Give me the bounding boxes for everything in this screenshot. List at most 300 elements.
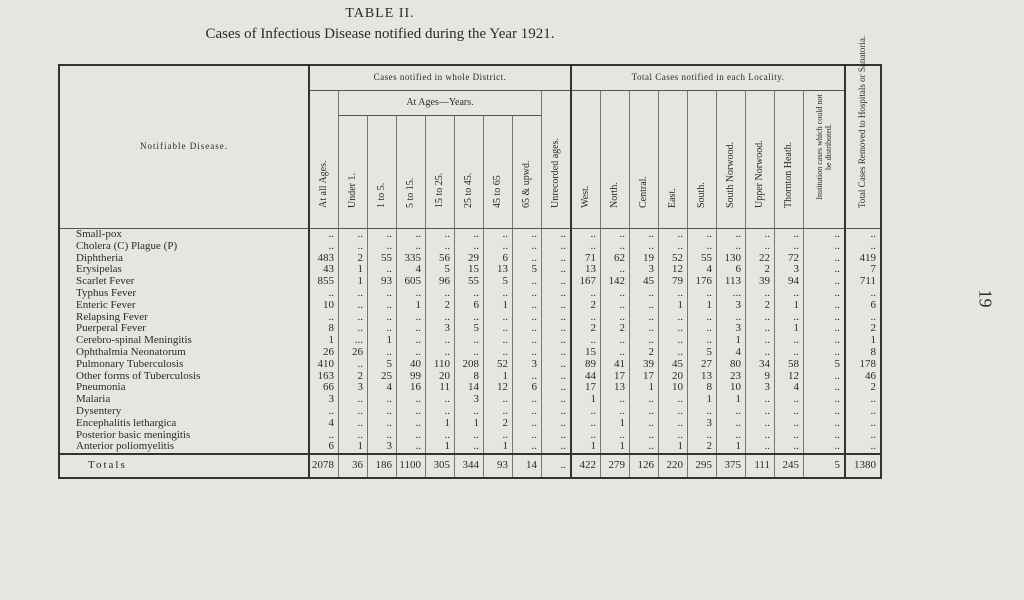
table-cell: .. [601, 335, 630, 347]
table-cell: 44 [571, 371, 601, 383]
table-cell: 15 [571, 347, 601, 359]
table-cell: 80 [717, 359, 746, 371]
table-row [59, 312, 881, 324]
table-cell: .. [542, 441, 572, 454]
table-cell: .. [571, 312, 601, 324]
table-cell: .. [804, 371, 846, 383]
table-cell: 56 [426, 253, 455, 265]
table-row [59, 394, 881, 406]
table-cell: .. [601, 406, 630, 418]
table-cell: 110 [426, 359, 455, 371]
table-cell: 45 [659, 359, 688, 371]
table-cell: .. [746, 406, 775, 418]
table-cell: 9 [746, 371, 775, 383]
totals-cell: 14 [513, 454, 542, 478]
table-cell: .. [513, 441, 542, 454]
table-cell: 43 [309, 264, 339, 276]
table-cell: 8 [688, 382, 717, 394]
table-cell: .. [368, 418, 397, 430]
table-cell: 12 [659, 264, 688, 276]
table-row [59, 300, 881, 312]
table-cell: .. [804, 418, 846, 430]
table-cell: 5 [804, 359, 846, 371]
unrecorded-header: Unrecorded ages. [542, 91, 572, 229]
table-cell: 96 [426, 276, 455, 288]
table-row [59, 406, 881, 418]
table-cell: .. [455, 347, 484, 359]
table-cell: .. [804, 430, 846, 442]
table-cell: 10 [309, 300, 339, 312]
table-cell: .. [397, 441, 426, 454]
table-cell: .. [804, 253, 846, 265]
table-cell: .. [542, 430, 572, 442]
table-cell: 1 [426, 418, 455, 430]
totals-cell: 1380 [845, 454, 881, 478]
table-cell: .. [630, 406, 659, 418]
table-cell: .. [659, 394, 688, 406]
table-cell: 2 [746, 264, 775, 276]
table-cell: .. [309, 430, 339, 442]
table-cell: .. [746, 229, 775, 241]
totals-cell: 245 [775, 454, 804, 478]
table-cell: .. [688, 323, 717, 335]
table-cell: .. [368, 406, 397, 418]
table-cell: 3 [717, 300, 746, 312]
table-cell: .. [845, 441, 881, 454]
table-cell: 4 [717, 347, 746, 359]
table-cell: .. [368, 300, 397, 312]
table-cell: .. [397, 335, 426, 347]
table-cell: 72 [775, 253, 804, 265]
disease-column-header: Notifiable Disease. [59, 65, 309, 229]
table-cell: .. [845, 241, 881, 253]
table-cell: 2 [484, 418, 513, 430]
table-cell: 10 [659, 382, 688, 394]
table-cell: .. [630, 418, 659, 430]
table-cell: 71 [571, 253, 601, 265]
table-cell: .. [368, 312, 397, 324]
disease-name: Scarlet Fever [76, 275, 135, 288]
table-body [59, 229, 881, 455]
locality-header-west: West. [571, 91, 601, 229]
table-cell: .. [717, 406, 746, 418]
disease-name: Erysipelas [76, 263, 122, 276]
table-cell: .. [571, 406, 601, 418]
table-cell: 3 [688, 418, 717, 430]
table-cell: .. [659, 312, 688, 324]
table-cell: .. [845, 229, 881, 241]
table-cell: .. [455, 441, 484, 454]
totals-cell: 36 [339, 454, 368, 478]
table-cell: 4 [397, 264, 426, 276]
table-cell: .. [455, 406, 484, 418]
table-cell: 41 [601, 359, 630, 371]
table-cell: .. [845, 418, 881, 430]
table-cell: 34 [746, 359, 775, 371]
table-cell: .. [845, 312, 881, 324]
table-cell: .. [542, 264, 572, 276]
table-cell: 1 [339, 264, 368, 276]
table-cell: .. [630, 312, 659, 324]
table-cell: 1 [339, 276, 368, 288]
table-cell: 1 [426, 441, 455, 454]
table-cell: .. [484, 394, 513, 406]
table-cell: 6 [717, 264, 746, 276]
table-cell: .. [659, 430, 688, 442]
table-cell: .. [601, 394, 630, 406]
table-cell: 13 [688, 371, 717, 383]
table-cell: 5 [513, 264, 542, 276]
table-cell: .. [484, 406, 513, 418]
table-cell: 3 [513, 359, 542, 371]
age-header-65-up: 65 & upwd. [513, 116, 542, 229]
table-cell: .. [775, 229, 804, 241]
table-cell: ... [339, 335, 368, 347]
table-cell: 1 [717, 441, 746, 454]
table-cell: 855 [309, 276, 339, 288]
table-cell: .. [804, 312, 846, 324]
disease-table [58, 36, 882, 479]
table-cell: .. [542, 288, 572, 300]
disease-name: Dysentery [76, 404, 122, 417]
table-cell: 52 [659, 253, 688, 265]
table-cell: 13 [571, 264, 601, 276]
table-cell: .. [339, 312, 368, 324]
disease-name: Cholera (C) Plague (P) [76, 239, 178, 252]
table-cell: 711 [845, 276, 881, 288]
table-cell: .. [688, 335, 717, 347]
table-cell: 4 [368, 382, 397, 394]
table-cell: 17 [601, 371, 630, 383]
totals-cell: 93 [484, 454, 513, 478]
table-cell: .. [542, 382, 572, 394]
table-cell: .. [542, 312, 572, 324]
table-cell: .. [513, 288, 542, 300]
table-cell: 5 [484, 276, 513, 288]
table-cell: 335 [397, 253, 426, 265]
table-cell: 1 [397, 300, 426, 312]
table-cell: 66 [309, 382, 339, 394]
table-cell: 1 [845, 335, 881, 347]
table-subtitle: Cases of Infectious Disease notified during the Year 1921. [205, 26, 555, 42]
table-cell: .. [368, 264, 397, 276]
table-cell: 3 [368, 441, 397, 454]
table-cell: .. [659, 241, 688, 253]
page-number: 19 [975, 289, 996, 308]
table-cell: 3 [455, 394, 484, 406]
table-cell: .. [426, 406, 455, 418]
table-cell: .. [804, 300, 846, 312]
table-cell: .. [426, 335, 455, 347]
table-cell: .. [542, 253, 572, 265]
table-cell: 17 [571, 382, 601, 394]
all-ages-header: At all Ages. [309, 91, 339, 229]
table-cell: .. [775, 430, 804, 442]
table-cell: .. [601, 347, 630, 359]
table-cell: .. [339, 430, 368, 442]
table-cell: 55 [688, 253, 717, 265]
table-cell: .. [804, 335, 846, 347]
table-cell: .. [542, 241, 572, 253]
table-cell: 1 [309, 335, 339, 347]
table-cell: .. [630, 288, 659, 300]
table-cell: 99 [397, 371, 426, 383]
table-cell: 2 [845, 382, 881, 394]
table-cell: .. [484, 312, 513, 324]
table-cell: 12 [775, 371, 804, 383]
table-cell: 1 [601, 441, 630, 454]
table-cell: .. [513, 229, 542, 241]
table-cell: .. [455, 335, 484, 347]
table-cell: 1 [601, 418, 630, 430]
table-cell: 1 [775, 300, 804, 312]
table-cell: .. [845, 288, 881, 300]
locality-header-institution: Institution cases which could not be distributed. [804, 91, 846, 229]
table-cell: .. [426, 430, 455, 442]
totals-cell: 111 [746, 454, 775, 478]
table-cell: .. [426, 347, 455, 359]
totals-cell: 5 [804, 454, 846, 478]
totals-cell: 186 [368, 454, 397, 478]
table-cell: 46 [845, 371, 881, 383]
disease-name: Ophthalmia Neonatorum [76, 345, 186, 358]
table-cell: 1 [717, 394, 746, 406]
table-cell: .. [513, 300, 542, 312]
table-cell: .. [309, 406, 339, 418]
table-cell: .. [542, 335, 572, 347]
table-cell: 94 [775, 276, 804, 288]
table-cell: .. [659, 288, 688, 300]
table-cell: .. [659, 335, 688, 347]
table-cell: .. [542, 371, 572, 383]
disease-name: Puerperal Fever [76, 322, 146, 335]
table-cell: 14 [455, 382, 484, 394]
totals-label: Totals [59, 454, 309, 478]
table-cell: 410 [309, 359, 339, 371]
table-cell: .. [775, 418, 804, 430]
table-cell: 93 [368, 276, 397, 288]
table-cell: 2 [426, 300, 455, 312]
table-cell: .. [746, 288, 775, 300]
table-cell: .. [513, 406, 542, 418]
disease-name: Encephalitis lethargica [76, 416, 177, 429]
table-cell: .. [601, 264, 630, 276]
disease-name: Typhus Fever [76, 286, 137, 299]
table-cell: .. [688, 288, 717, 300]
table-cell: .. [484, 335, 513, 347]
table-cell: 15 [455, 264, 484, 276]
table-title: TABLE II. [345, 6, 415, 21]
table-cell: 39 [630, 359, 659, 371]
age-header-45-65: 45 to 65 [484, 116, 513, 229]
table-row [59, 347, 881, 359]
table-cell: 1 [688, 300, 717, 312]
table-cell: .. [601, 229, 630, 241]
table-cell: .. [309, 312, 339, 324]
table-cell: 6 [513, 382, 542, 394]
table-cell: .. [368, 347, 397, 359]
table-cell: .. [513, 276, 542, 288]
disease-name: Pneumonia [76, 381, 126, 394]
table-cell: 29 [455, 253, 484, 265]
table-cell: .. [542, 347, 572, 359]
table-cell: .. [804, 406, 846, 418]
table-cell: 176 [688, 276, 717, 288]
table-cell: 1 [368, 335, 397, 347]
table-cell: .. [368, 288, 397, 300]
table-cell: .. [513, 323, 542, 335]
table-cell: 3 [630, 264, 659, 276]
age-group-header: At Ages—Years. [339, 91, 542, 116]
table-cell: .. [804, 347, 846, 359]
table-row [59, 430, 881, 442]
table-cell: .. [804, 441, 846, 454]
table-cell: 45 [630, 276, 659, 288]
table-cell: 3 [775, 264, 804, 276]
table-cell: 79 [659, 276, 688, 288]
totals-cell: 1100 [397, 454, 426, 478]
table-cell: 1 [688, 394, 717, 406]
table-cell: .. [775, 335, 804, 347]
table-cell: .. [368, 229, 397, 241]
table-cell: .. [630, 241, 659, 253]
table-cell: 3 [746, 382, 775, 394]
locality-header-upper-norwood: Upper Norwood. [746, 91, 775, 229]
age-header-5-15: 5 to 15. [397, 116, 426, 229]
table-cell: .. [571, 418, 601, 430]
table-cell: .. [571, 335, 601, 347]
table-cell: .. [630, 300, 659, 312]
table-cell: 2 [601, 323, 630, 335]
table-cell: .. [688, 406, 717, 418]
table-cell: .. [309, 229, 339, 241]
table-cell: .. [775, 312, 804, 324]
table-cell: .. [804, 323, 846, 335]
table-cell: .. [513, 371, 542, 383]
table-cell: .. [775, 406, 804, 418]
table-cell: 419 [845, 253, 881, 265]
table-cell: 142 [601, 276, 630, 288]
table-cell: .. [746, 241, 775, 253]
table-cell: 6 [484, 253, 513, 265]
table-cell: 2 [571, 300, 601, 312]
table-row [59, 288, 881, 300]
totals-cell: 220 [659, 454, 688, 478]
table-cell: .. [746, 418, 775, 430]
table-cell: 16 [397, 382, 426, 394]
table-cell: 2 [845, 323, 881, 335]
table-cell: 6 [309, 441, 339, 454]
table-cell: .. [397, 229, 426, 241]
table-cell: .. [804, 229, 846, 241]
table-cell: .. [717, 241, 746, 253]
table-cell: .. [659, 323, 688, 335]
age-header-15-25: 15 to 25. [426, 116, 455, 229]
table-cell: 113 [717, 276, 746, 288]
table-cell: 27 [688, 359, 717, 371]
table-cell: .. [484, 241, 513, 253]
table-cell: 89 [571, 359, 601, 371]
totals-row [59, 454, 881, 478]
table-cell: .. [601, 241, 630, 253]
table-cell: .. [513, 347, 542, 359]
table-cell: 1 [484, 441, 513, 454]
age-header-under-1: Under 1. [339, 116, 368, 229]
table-cell: .. [746, 394, 775, 406]
table-cell: 163 [309, 371, 339, 383]
table-cell: 2 [339, 371, 368, 383]
table-cell: 7 [845, 264, 881, 276]
table-cell: .. [775, 441, 804, 454]
table-cell: 23 [717, 371, 746, 383]
table-cell: .. [630, 335, 659, 347]
table-cell: 130 [717, 253, 746, 265]
table-row [59, 382, 881, 394]
table-cell: .. [804, 288, 846, 300]
table-cell: .. [484, 229, 513, 241]
table-cell: .. [513, 418, 542, 430]
table-cell: .. [397, 430, 426, 442]
table-cell: 25 [368, 371, 397, 383]
table-cell: 1 [484, 371, 513, 383]
table-cell: 39 [746, 276, 775, 288]
table-cell: .. [845, 430, 881, 442]
table-cell: .. [484, 430, 513, 442]
table-cell: .. [368, 394, 397, 406]
table-cell: 1 [717, 335, 746, 347]
table-cell: .. [630, 441, 659, 454]
age-header-1-5: 1 to 5. [368, 116, 397, 229]
table-cell: .. [426, 288, 455, 300]
table-cell: .. [397, 394, 426, 406]
table-cell: .. [804, 394, 846, 406]
table-cell: 5 [368, 359, 397, 371]
disease-name: Relapsing Fever [76, 310, 148, 323]
table-cell: 5 [455, 323, 484, 335]
table-cell: .. [688, 312, 717, 324]
removed-header: Total Cases Removed to Hospitals or Sanatoria. [845, 65, 881, 229]
table-cell: .. [513, 312, 542, 324]
table-cell: .. [717, 229, 746, 241]
table-cell: .. [339, 229, 368, 241]
table-cell: 208 [455, 359, 484, 371]
table-cell: .. [845, 394, 881, 406]
disease-name: Enteric Fever [76, 298, 136, 311]
table-cell: .. [397, 241, 426, 253]
table-cell: .. [601, 288, 630, 300]
table-cell: ... [717, 288, 746, 300]
table-cell: 2 [339, 253, 368, 265]
table-cell: .. [746, 430, 775, 442]
table-row [59, 229, 881, 241]
table-cell: 55 [455, 276, 484, 288]
table-cell: .. [368, 241, 397, 253]
table-cell: .. [571, 430, 601, 442]
table-cell: .. [717, 312, 746, 324]
table-cell: .. [746, 347, 775, 359]
table-cell: 4 [309, 418, 339, 430]
table-cell: .. [513, 430, 542, 442]
table-cell: .. [746, 441, 775, 454]
table-cell: 4 [688, 264, 717, 276]
table-cell: .. [571, 288, 601, 300]
table-cell: .. [542, 276, 572, 288]
table-cell: 17 [630, 371, 659, 383]
table-cell: .. [397, 312, 426, 324]
table-cell: .. [746, 335, 775, 347]
table-cell: 1 [571, 394, 601, 406]
table-cell: 1 [630, 382, 659, 394]
